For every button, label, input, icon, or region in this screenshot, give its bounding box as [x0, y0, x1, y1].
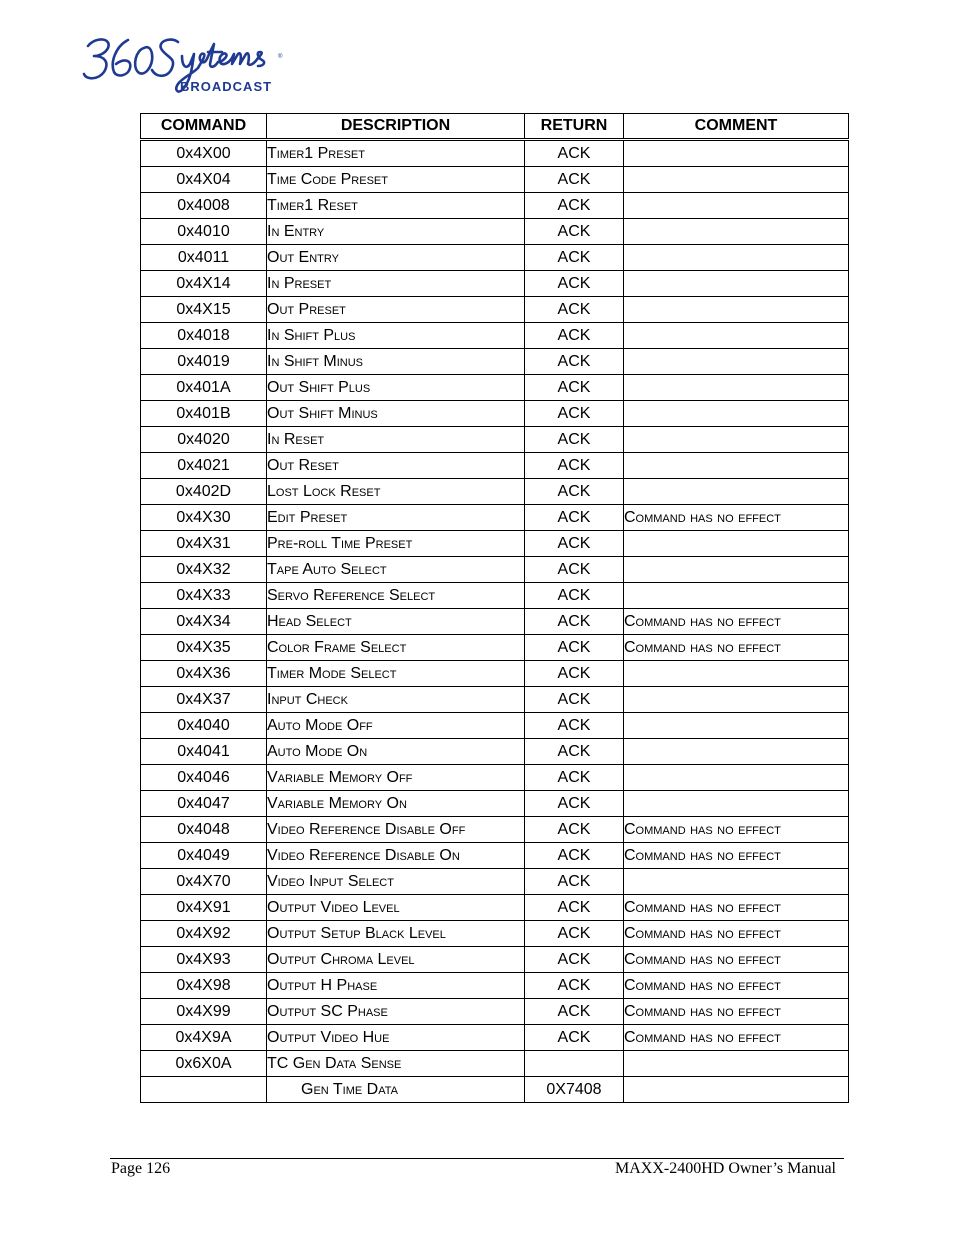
command-cell	[141, 1077, 267, 1103]
description-cell: Video Reference Disable Off	[267, 817, 525, 843]
table-row	[141, 973, 849, 999]
footer-divider	[110, 1158, 844, 1159]
table-header-row	[141, 114, 849, 140]
column-header-return: RETURN	[525, 114, 624, 140]
comment-cell	[624, 583, 849, 609]
description-cell: Video Reference Disable On	[267, 843, 525, 869]
comment-cell	[624, 401, 849, 427]
comment-cell: Command has no effect	[624, 947, 849, 973]
table-row	[141, 323, 849, 349]
description-cell: Out Shift Minus	[267, 401, 525, 427]
360-systems-logo-icon	[82, 34, 287, 96]
command-cell: 0x4X91	[141, 895, 267, 921]
comment-cell	[624, 167, 849, 193]
comment-cell: Command has no effect	[624, 1025, 849, 1051]
command-cell: 0x4011	[141, 245, 267, 271]
comment-cell	[624, 661, 849, 687]
comment-cell	[624, 739, 849, 765]
description-cell: Head Select	[267, 609, 525, 635]
description-cell: In Reset	[267, 427, 525, 453]
comment-cell	[624, 193, 849, 219]
description-cell: Input Check	[267, 687, 525, 713]
comment-cell	[624, 375, 849, 401]
command-cell: 0x4049	[141, 843, 267, 869]
return-cell: ACK	[525, 973, 624, 999]
command-cell: 0x4041	[141, 739, 267, 765]
comment-cell	[624, 1077, 849, 1103]
description-cell: Lost Lock Reset	[267, 479, 525, 505]
command-cell: 0x4X70	[141, 869, 267, 895]
company-logo	[82, 34, 287, 96]
command-cell: 0x4019	[141, 349, 267, 375]
command-cell: 0x4X37	[141, 687, 267, 713]
description-cell: In Preset	[267, 271, 525, 297]
description-cell: In Shift Minus	[267, 349, 525, 375]
table-row	[141, 635, 849, 661]
table-row	[141, 479, 849, 505]
return-cell: ACK	[525, 427, 624, 453]
comment-cell	[624, 869, 849, 895]
comment-cell: Command has no effect	[624, 843, 849, 869]
table-row	[141, 297, 849, 323]
comment-cell: Command has no effect	[624, 817, 849, 843]
description-cell: Output Setup Black Level	[267, 921, 525, 947]
command-cell: 0x401B	[141, 401, 267, 427]
command-cell: 0x4040	[141, 713, 267, 739]
table-row	[141, 453, 849, 479]
table-row	[141, 661, 849, 687]
command-cell: 0x4X36	[141, 661, 267, 687]
return-cell: ACK	[525, 245, 624, 271]
description-cell: Timer Mode Select	[267, 661, 525, 687]
command-cell: 0x4X9A	[141, 1025, 267, 1051]
description-cell: Edit Preset	[267, 505, 525, 531]
comment-cell: Command has no effect	[624, 921, 849, 947]
description-cell: Output H Phase	[267, 973, 525, 999]
return-cell: ACK	[525, 140, 624, 167]
description-cell: In Shift Plus	[267, 323, 525, 349]
table-row	[141, 713, 849, 739]
table-row	[141, 999, 849, 1025]
command-cell: 0x4021	[141, 453, 267, 479]
logo-broadcast-text: BROADCAST	[180, 79, 273, 94]
comment-cell	[624, 219, 849, 245]
comment-cell	[624, 531, 849, 557]
command-cell: 0x4020	[141, 427, 267, 453]
comment-cell	[624, 140, 849, 167]
command-cell: 0x4X32	[141, 557, 267, 583]
return-cell: ACK	[525, 323, 624, 349]
description-cell: Tape Auto Select	[267, 557, 525, 583]
return-cell: ACK	[525, 167, 624, 193]
return-cell: ACK	[525, 531, 624, 557]
description-cell: In Entry	[267, 219, 525, 245]
command-cell: 0x6X0A	[141, 1051, 267, 1077]
comment-cell	[624, 297, 849, 323]
table-row	[141, 1025, 849, 1051]
return-cell: ACK	[525, 635, 624, 661]
comment-cell	[624, 713, 849, 739]
comment-cell	[624, 271, 849, 297]
column-header-command: COMMAND	[141, 114, 267, 140]
table-row	[141, 531, 849, 557]
return-cell: ACK	[525, 921, 624, 947]
description-cell: Timer1 Preset	[267, 140, 525, 167]
command-cell: 0x4X04	[141, 167, 267, 193]
table-row	[141, 817, 849, 843]
return-cell: ACK	[525, 349, 624, 375]
table-row	[141, 167, 849, 193]
table-row	[141, 140, 849, 167]
table-row	[141, 401, 849, 427]
return-cell: ACK	[525, 869, 624, 895]
manual-title: MAXX-2400HD Owner’s Manual	[614, 1160, 836, 1177]
comment-cell	[624, 791, 849, 817]
command-cell: 0x4X93	[141, 947, 267, 973]
return-cell	[525, 1051, 624, 1077]
description-cell: Timer1 Reset	[267, 193, 525, 219]
table-row	[141, 427, 849, 453]
command-cell: 0x4018	[141, 323, 267, 349]
command-cell: 0x4047	[141, 791, 267, 817]
command-cell: 0x4X34	[141, 609, 267, 635]
return-cell: ACK	[525, 193, 624, 219]
description-cell: Auto Mode Off	[267, 713, 525, 739]
command-cell: 0x4010	[141, 219, 267, 245]
comment-cell	[624, 1051, 849, 1077]
comment-cell	[624, 427, 849, 453]
command-cell: 0x4X99	[141, 999, 267, 1025]
comment-cell: Command has no effect	[624, 973, 849, 999]
description-cell: Servo Reference Select	[267, 583, 525, 609]
description-cell: Pre-roll Time Preset	[267, 531, 525, 557]
comment-cell	[624, 687, 849, 713]
return-cell: ACK	[525, 947, 624, 973]
table-row	[141, 765, 849, 791]
description-cell: Color Frame Select	[267, 635, 525, 661]
table-row	[141, 245, 849, 271]
table-row	[141, 271, 849, 297]
comment-cell: Command has no effect	[624, 999, 849, 1025]
table-row	[141, 843, 849, 869]
return-cell: ACK	[525, 453, 624, 479]
return-cell: ACK	[525, 609, 624, 635]
command-cell: 0x4X33	[141, 583, 267, 609]
command-cell: 0x401A	[141, 375, 267, 401]
return-cell: ACK	[525, 765, 624, 791]
return-cell: ACK	[525, 583, 624, 609]
description-cell: Variable Memory Off	[267, 765, 525, 791]
command-cell: 0x4X98	[141, 973, 267, 999]
comment-cell	[624, 349, 849, 375]
return-cell: ACK	[525, 271, 624, 297]
table-row	[141, 609, 849, 635]
comment-cell: Command has no effect	[624, 635, 849, 661]
description-cell: Time Code Preset	[267, 167, 525, 193]
table-row	[141, 791, 849, 817]
table-row	[141, 1077, 849, 1103]
table-row	[141, 687, 849, 713]
return-cell: ACK	[525, 739, 624, 765]
comment-cell	[624, 245, 849, 271]
column-header-comment: COMMENT	[624, 114, 849, 140]
table-row	[141, 947, 849, 973]
return-cell: ACK	[525, 713, 624, 739]
description-cell: Video Input Select	[267, 869, 525, 895]
command-cell: 0x4X35	[141, 635, 267, 661]
table-row	[141, 219, 849, 245]
description-cell: Output SC Phase	[267, 999, 525, 1025]
description-cell: Out Shift Plus	[267, 375, 525, 401]
comment-cell	[624, 323, 849, 349]
table-row	[141, 895, 849, 921]
command-cell: 0x4008	[141, 193, 267, 219]
svg-text:®: ®	[278, 54, 283, 60]
table-row	[141, 1051, 849, 1077]
return-cell: ACK	[525, 817, 624, 843]
comment-cell	[624, 479, 849, 505]
return-cell: ACK	[525, 557, 624, 583]
command-cell: 0x4046	[141, 765, 267, 791]
description-cell: Output Video Level	[267, 895, 525, 921]
description-cell: Auto Mode On	[267, 739, 525, 765]
description-cell: Output Video Hue	[267, 1025, 525, 1051]
command-cell: 0x402D	[141, 479, 267, 505]
return-cell: ACK	[525, 1025, 624, 1051]
return-cell: ACK	[525, 219, 624, 245]
table-row	[141, 193, 849, 219]
description-cell: TC Gen Data Sense	[267, 1051, 525, 1077]
page-number: Page 126	[111, 1160, 171, 1177]
comment-cell	[624, 557, 849, 583]
return-cell: ACK	[525, 895, 624, 921]
table-row	[141, 583, 849, 609]
command-cell: 0x4X31	[141, 531, 267, 557]
description-cell: Output Chroma Level	[267, 947, 525, 973]
command-cell: 0x4X00	[141, 140, 267, 167]
return-cell: ACK	[525, 505, 624, 531]
comment-cell	[624, 453, 849, 479]
comment-cell	[624, 765, 849, 791]
return-cell: ACK	[525, 661, 624, 687]
table-row	[141, 557, 849, 583]
comment-cell: Command has no effect	[624, 895, 849, 921]
column-header-description: DESCRIPTION	[267, 114, 525, 140]
description-cell: Variable Memory On	[267, 791, 525, 817]
table-row	[141, 869, 849, 895]
table-row	[141, 375, 849, 401]
table-row	[141, 739, 849, 765]
comment-cell: Command has no effect	[624, 609, 849, 635]
return-cell: ACK	[525, 843, 624, 869]
return-cell: 0X7408	[525, 1077, 624, 1103]
return-cell: ACK	[525, 401, 624, 427]
table-row	[141, 921, 849, 947]
command-cell: 0x4X30	[141, 505, 267, 531]
return-cell: ACK	[525, 375, 624, 401]
description-cell: Out Preset	[267, 297, 525, 323]
return-cell: ACK	[525, 687, 624, 713]
description-cell: Out Entry	[267, 245, 525, 271]
table-body	[141, 140, 849, 1103]
command-cell: 0x4X15	[141, 297, 267, 323]
command-cell: 0x4X92	[141, 921, 267, 947]
command-cell: 0x4048	[141, 817, 267, 843]
table-row	[141, 505, 849, 531]
description-cell: Gen Time Data	[267, 1077, 525, 1103]
comment-cell: Command has no effect	[624, 505, 849, 531]
return-cell: ACK	[525, 999, 624, 1025]
return-cell: ACK	[525, 791, 624, 817]
return-cell: ACK	[525, 297, 624, 323]
command-cell: 0x4X14	[141, 271, 267, 297]
table-row	[141, 349, 849, 375]
command-table	[140, 113, 849, 1103]
return-cell: ACK	[525, 479, 624, 505]
description-cell: Out Reset	[267, 453, 525, 479]
